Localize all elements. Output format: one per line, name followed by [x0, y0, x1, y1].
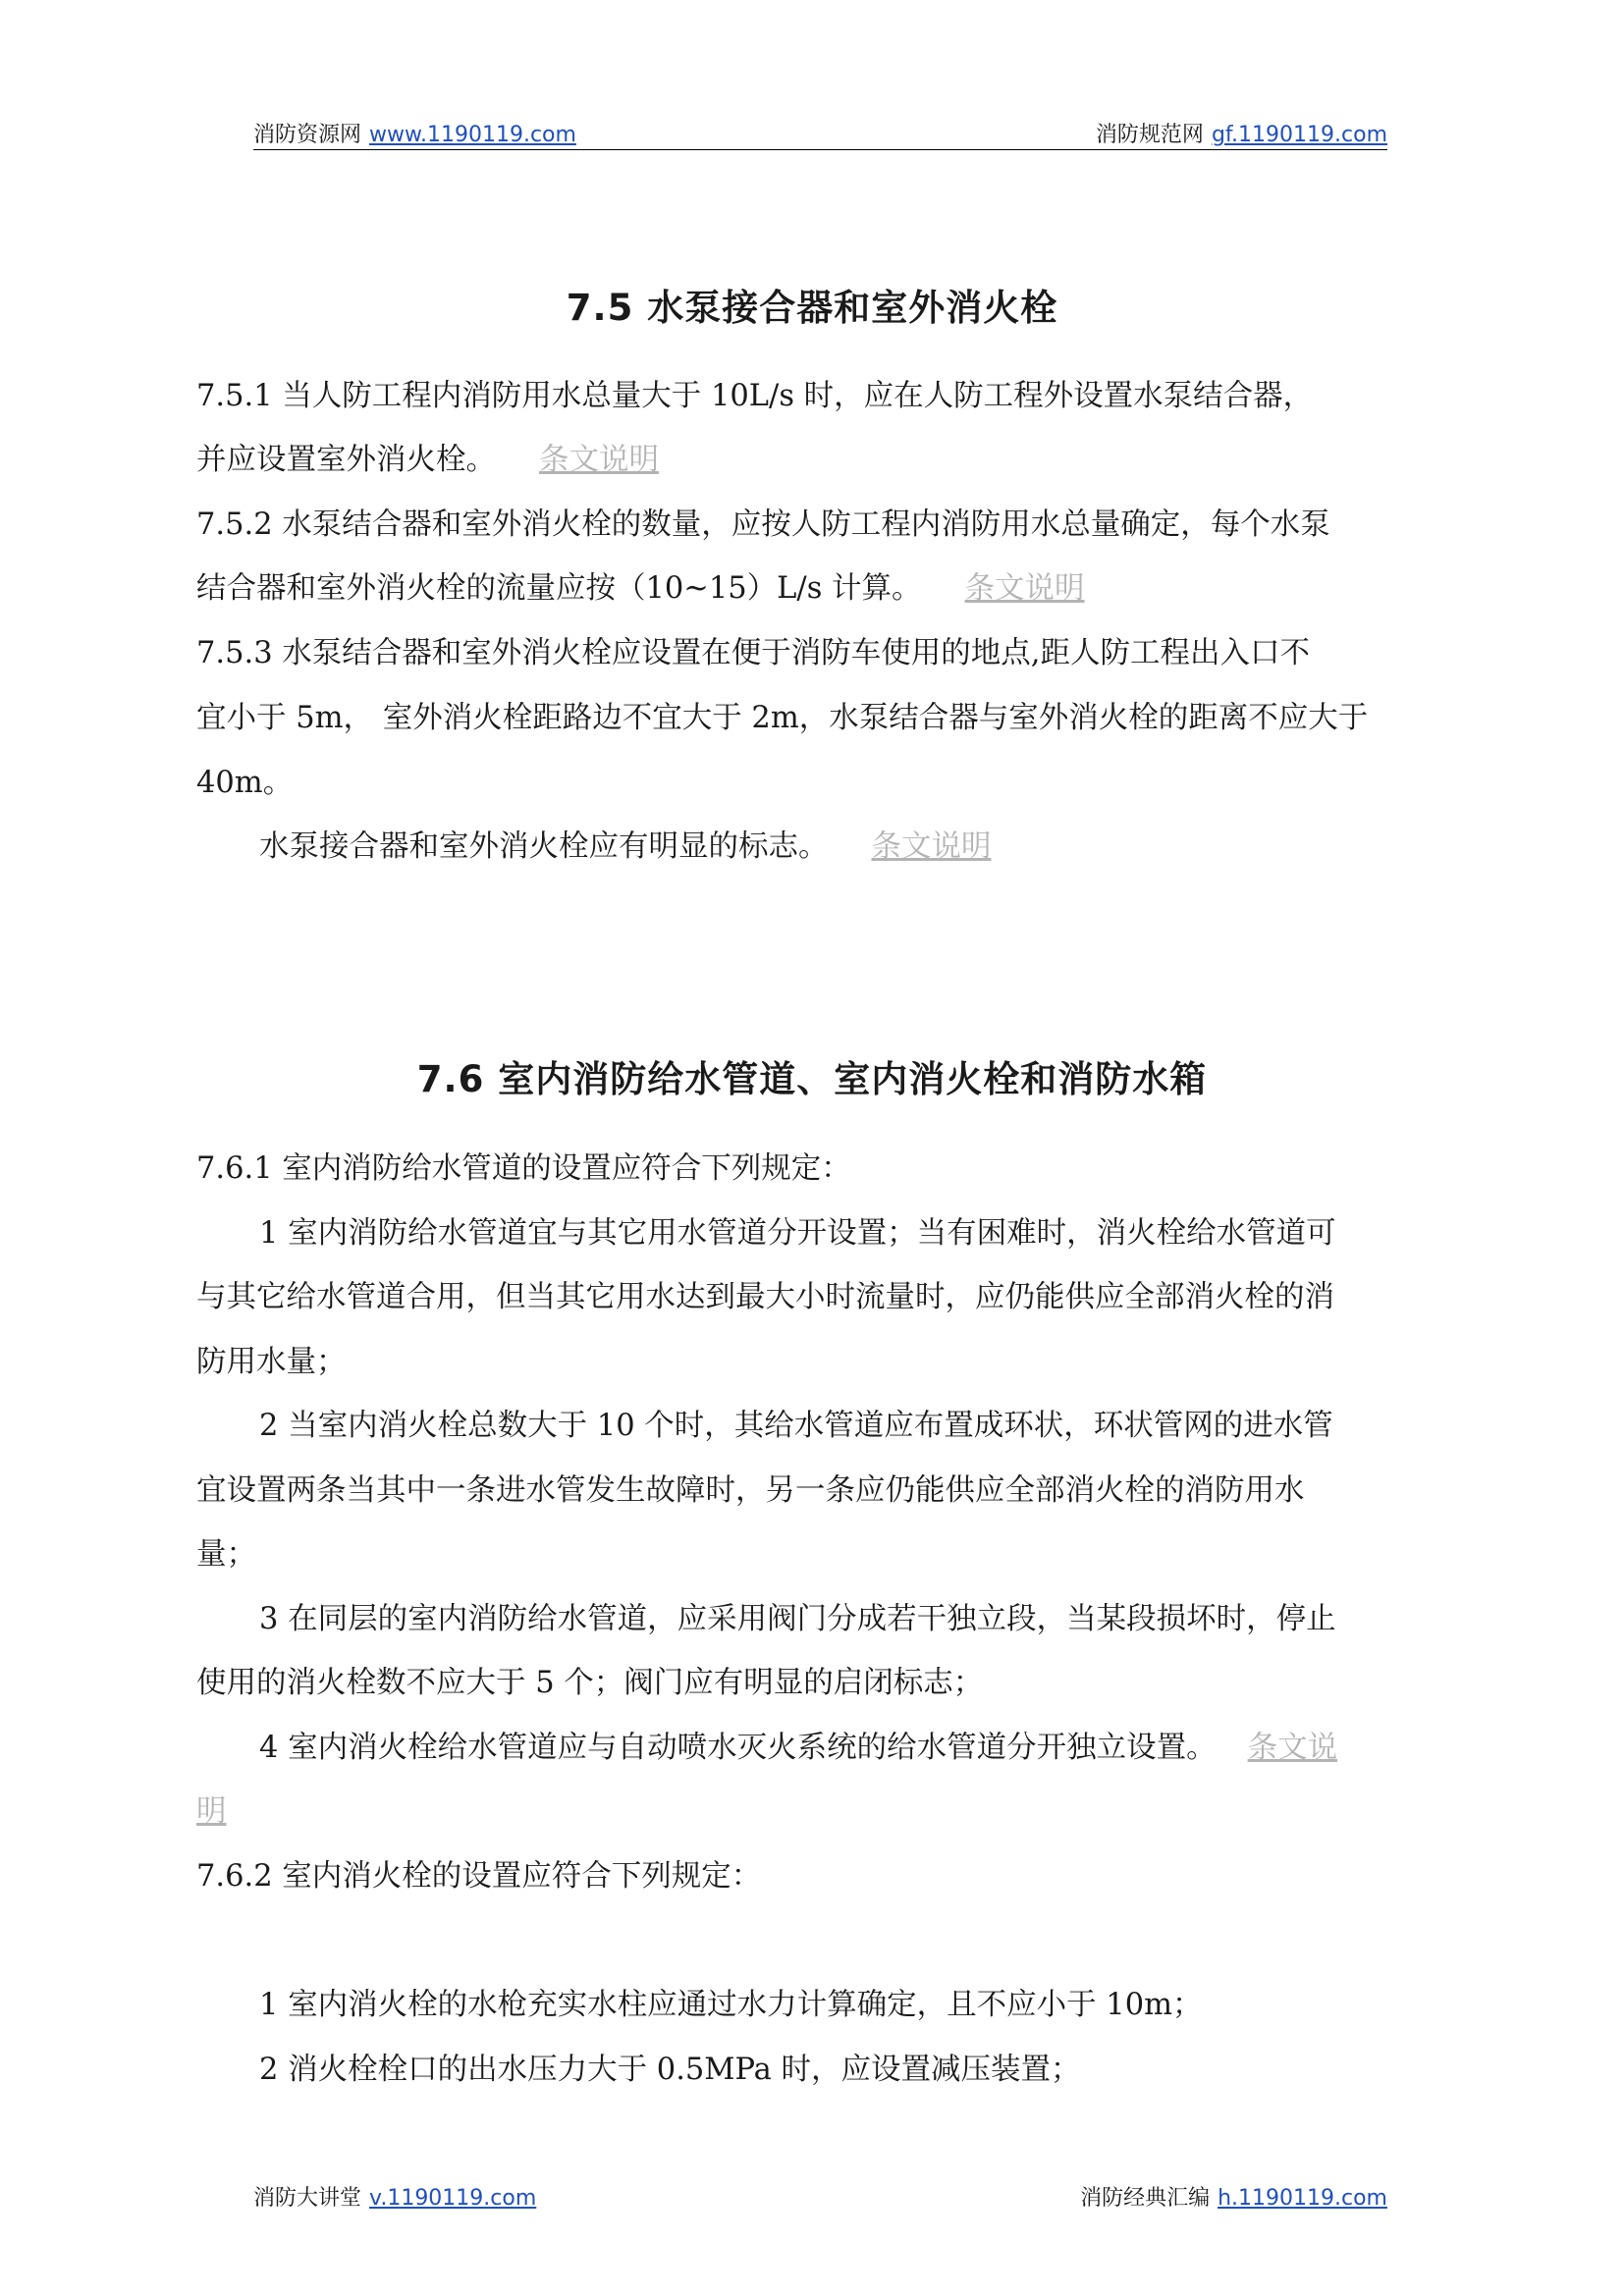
header-right [1096, 118, 1387, 148]
item-4-line1 [259, 1729, 1506, 1768]
item-1-line2: 与其它给水管道合用，但当其它用水达到最大小时流量时，应仍能供应全部消火栓的消 [196, 1280, 1334, 1314]
clause-7-6-2-item1: 1 室内消火栓的水枪充实水柱应通过水力计算确定，且不应小于 10m； [259, 1988, 1203, 2022]
footer-right-link[interactable]: h.1190119.com [1218, 2186, 1387, 2211]
item-4-line2 [196, 1792, 1443, 1832]
note-link-7-6-1-cont[interactable]: 明 [196, 1794, 227, 1829]
header-right-label: 消防规范网 [1095, 123, 1204, 147]
page-footer [253, 2181, 1387, 2213]
clause-7-5-2-line2 [196, 569, 1443, 609]
footer-left-label: 消防大讲堂 [253, 2186, 362, 2211]
footer-right-label: 消防经典汇编 [1080, 2186, 1211, 2211]
item-2-line3: 量； [196, 1537, 256, 1572]
clause-7-5-1-line1: 7.5.1 当人防工程内消防用水总量大于 10L/s 时，应在人防工程外设置水泵结合器， [196, 379, 1314, 413]
item-3-line1: 3 在同层的室内消防给水管道，应采用阀门分成若干独立段，当某段损坏时，停止 [259, 1602, 1336, 1636]
clause-7-5-1-text: 并应设置室外消火栓。 [196, 443, 496, 477]
footer-left [253, 2181, 536, 2212]
item-1-line1: 1 室内消防给水管道宜与其它用水管道分开设置；当有困难时，消火栓给水管道可 [259, 1216, 1336, 1251]
page-header [253, 118, 1387, 150]
header-left-label: 消防资源网 [253, 123, 362, 147]
clause-7-5-3-line1: 7.5.3 水泵结合器和室外消火栓应设置在便于消防车使用的地点,距人防工程出入口不 [196, 636, 1310, 670]
header-right-link[interactable]: gf.1190119.com [1211, 123, 1387, 147]
clause-7-5-3-para2-text: 水泵接合器和室外消火栓应有明显的标志。 [259, 829, 829, 864]
item-4-text: 4 室内消火栓给水管道应与自动喷水灭火系统的给水管道分开独立设置。 [259, 1731, 1217, 1765]
header-left-link[interactable]: www.1190119.com [369, 123, 576, 147]
item-2-line1: 2 当室内消火栓总数大于 10 个时，其给水管道应布置成环状，环状管网的进水管 [259, 1409, 1333, 1443]
note-link-7-5-1[interactable]: 条文说明 [539, 443, 659, 477]
header-left [253, 118, 576, 148]
clause-7-5-3-line2: 宜小于 5m， 室外消火栓距路边不宜大于 2m，水泵结合器与室外消火栓的距离不应大于 [196, 701, 1369, 735]
item-3-line2: 使用的消火栓数不应大于 5 个；阀门应有明显的启闭标志； [196, 1666, 984, 1700]
footer-left-link[interactable]: v.1190119.com [369, 2186, 537, 2211]
clause-7-5-2-line1: 7.5.2 水泵结合器和室外消火栓的数量，应按人防工程内消防用水总量确定，每个水泵 [196, 507, 1330, 542]
note-link-7-5-2[interactable]: 条文说明 [964, 571, 1085, 606]
item-2-line2: 宜设置两条当其中一条进水管发生故障时，另一条应仍能供应全部消火栓的消防用水 [196, 1473, 1305, 1508]
item-1-line3: 防用水量； [196, 1345, 347, 1379]
note-link-7-5-3[interactable]: 条文说明 [871, 829, 992, 864]
clause-7-6-2-head: 7.6.2 室内消火栓的设置应符合下列规定： [196, 1859, 762, 1894]
clause-7-5-3-line3: 40m。 [196, 766, 294, 800]
footer-right [1080, 2181, 1387, 2212]
clause-7-6-1-head: 7.6.1 室内消防给水管道的设置应符合下列规定： [196, 1151, 851, 1186]
clause-7-6-2-item2: 2 消火栓栓口的出水压力大于 0.5MPa 时，应设置减压装置； [259, 2053, 1081, 2087]
note-link-7-6-1[interactable]: 条文说 [1247, 1731, 1338, 1765]
section-title-7-6: 7.6 室内消防给水管道、室内消火栓和消防水箱 [416, 1058, 1208, 1100]
clause-7-5-3-para2 [259, 828, 1506, 867]
clause-7-5-1-line2 [196, 441, 1443, 480]
clause-7-5-2-text: 结合器和室外消火栓的流量应按（10~15）L/s 计算。 [196, 571, 922, 606]
section-title-7-5: 7.5 水泵接合器和室外消火栓 [566, 287, 1058, 329]
